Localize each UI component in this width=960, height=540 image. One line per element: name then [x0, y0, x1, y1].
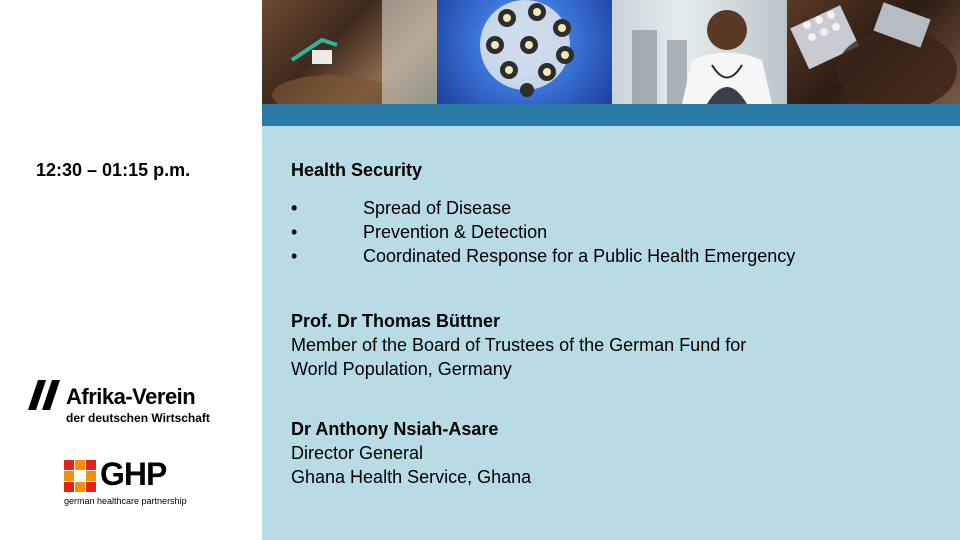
ghp-subtitle: german healthcare partnership [64, 496, 187, 506]
doctor-photo [612, 0, 787, 104]
surgical-lamp-photo [437, 0, 612, 104]
list-item [291, 244, 795, 268]
list-item [291, 220, 795, 244]
speaker-role: World Population, Germany [291, 359, 512, 379]
ghp-logo [64, 456, 204, 510]
speaker-block [291, 309, 746, 381]
photo-banner [262, 0, 960, 104]
ghp-mark-icon [64, 460, 96, 492]
afrika-verein-logo [28, 378, 228, 430]
bullet-icon: • [291, 222, 298, 242]
speaker-role: Director General [291, 443, 424, 463]
ghp-title: GHP [100, 456, 167, 492]
speaker-name: Dr Anthony Nsiah-Asare [291, 419, 499, 439]
afrika-verein-title: Afrika-Verein [66, 384, 196, 409]
speaker-block [291, 417, 531, 489]
speaker-name: Prof. Dr Thomas Büttner [291, 311, 501, 331]
bullet-icon: • [291, 246, 298, 266]
topic-label: Spread of Disease [363, 198, 512, 218]
afrika-verein-subtitle: der deutschen Wirtschaft [66, 411, 210, 425]
patient-care-photo [262, 0, 437, 104]
accent-bar [262, 104, 960, 126]
topic-list [291, 196, 795, 268]
session-title: Health Security [291, 160, 423, 180]
topic-label: Coordinated Response for a Public Health Emergency [363, 246, 796, 266]
speaker-role: Member of the Board of Trustees of the German Fund for [291, 335, 747, 355]
session-time: 12:30 – 01:15 p.m. [36, 160, 191, 180]
medication-photo [787, 0, 960, 104]
speaker-role: Ghana Health Service, Ghana [291, 467, 532, 487]
afrika-verein-mark-icon [28, 380, 62, 412]
list-item [291, 196, 795, 220]
topic-label: Prevention & Detection [363, 222, 548, 242]
bullet-icon: • [291, 198, 298, 218]
